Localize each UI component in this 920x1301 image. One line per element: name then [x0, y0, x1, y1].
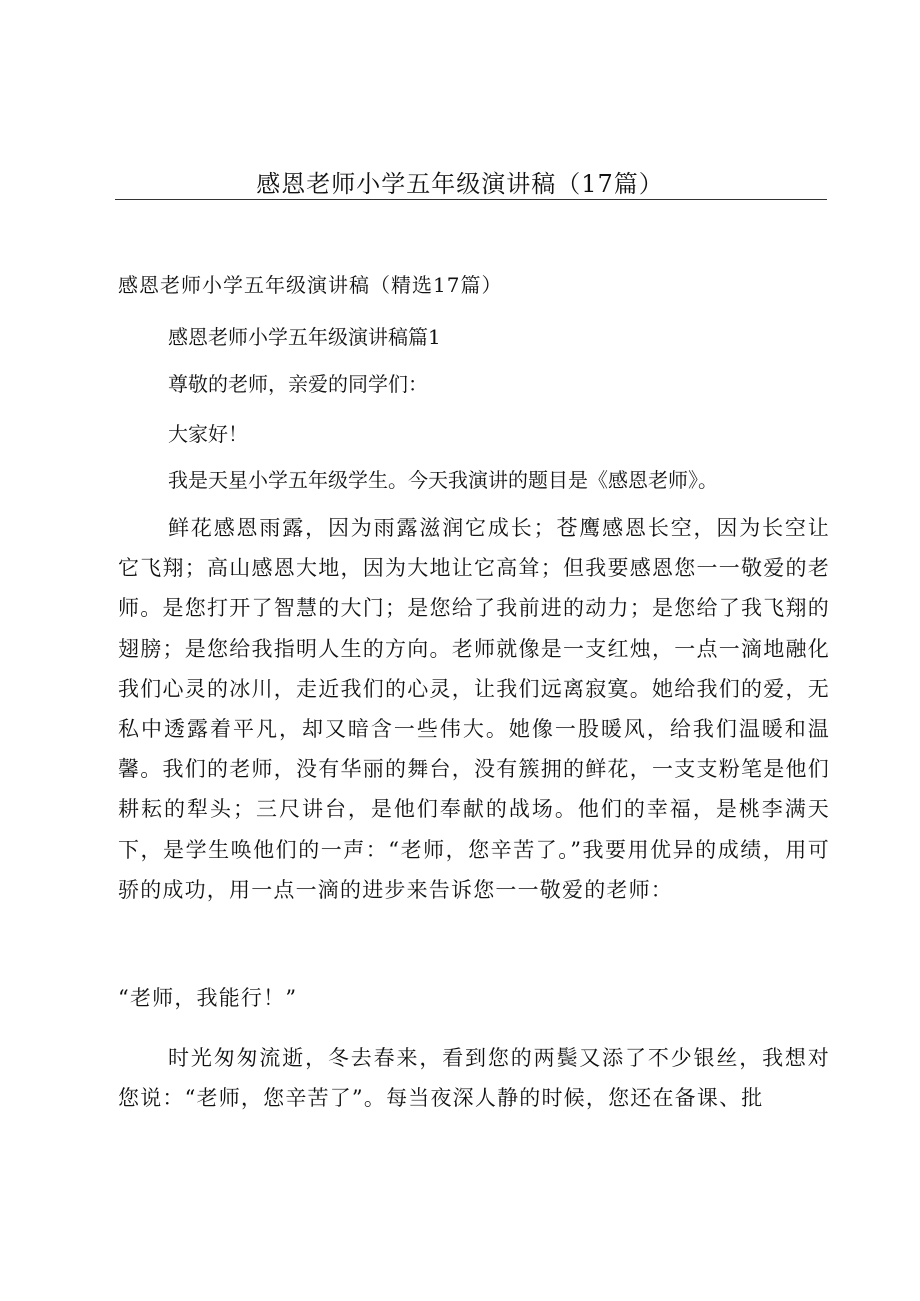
document-title: 感恩老师小学五年级演讲稿（17篇） — [256, 170, 664, 198]
salutation: 尊敬的老师，亲爱的同学们： — [168, 372, 428, 396]
document-subtitle: 感恩老师小学五年级演讲稿（精选17篇） — [118, 273, 503, 297]
body-paragraph-1: 鲜花感恩雨露，因为雨露滋润它成长；苍鹰感恩长空，因为长空让它飞翔；高山感恩大地，因为大地让它高耸；但我要感恩您一一敬爱的老师。是您打开了智慧的大门；是您给了我前进的动力；是您给了我飞翔的翅膀；是您给我指明人生的方向。老师就像是一支红烛，一点一滴地融化我们心灵的冰川，走近我们的心灵，让我们远离寂寞。她给我们的爱，无私中透露着平凡，却又暗含一些伟大。她像一股暖风，给我们温暖和温馨。我们的老师，没有华丽的舞台，没有簇拥的鲜花，一支支粉笔是他们耕耘的犁头；三尺讲台，是他们奉献的战场。他们的幸福，是桃李满天下，是学生唤他们的一声：“老师，您辛苦了。”我要用优异的成绩，用可骄的成功，用一点一滴的进步来告诉您一一敬爱的老师： — [118, 516, 830, 902]
body-paragraph-2: 时光匆匆流逝，冬去春来，看到您的两鬓又添了不少银丝，我想对您说：“老师，您辛苦了”。每当夜深人静的时候，您还在备课、批 — [118, 1046, 830, 1111]
intro-paragraph: 我是天星小学五年级学生。今天我演讲的题目是《感恩老师》。 — [168, 468, 718, 492]
body-paragraph-1-ending: “老师，我能行！” — [118, 986, 298, 1010]
section-heading: 感恩老师小学五年级演讲稿篇1 — [168, 325, 441, 349]
greeting: 大家好！ — [168, 422, 248, 446]
title-underline — [115, 199, 827, 200]
